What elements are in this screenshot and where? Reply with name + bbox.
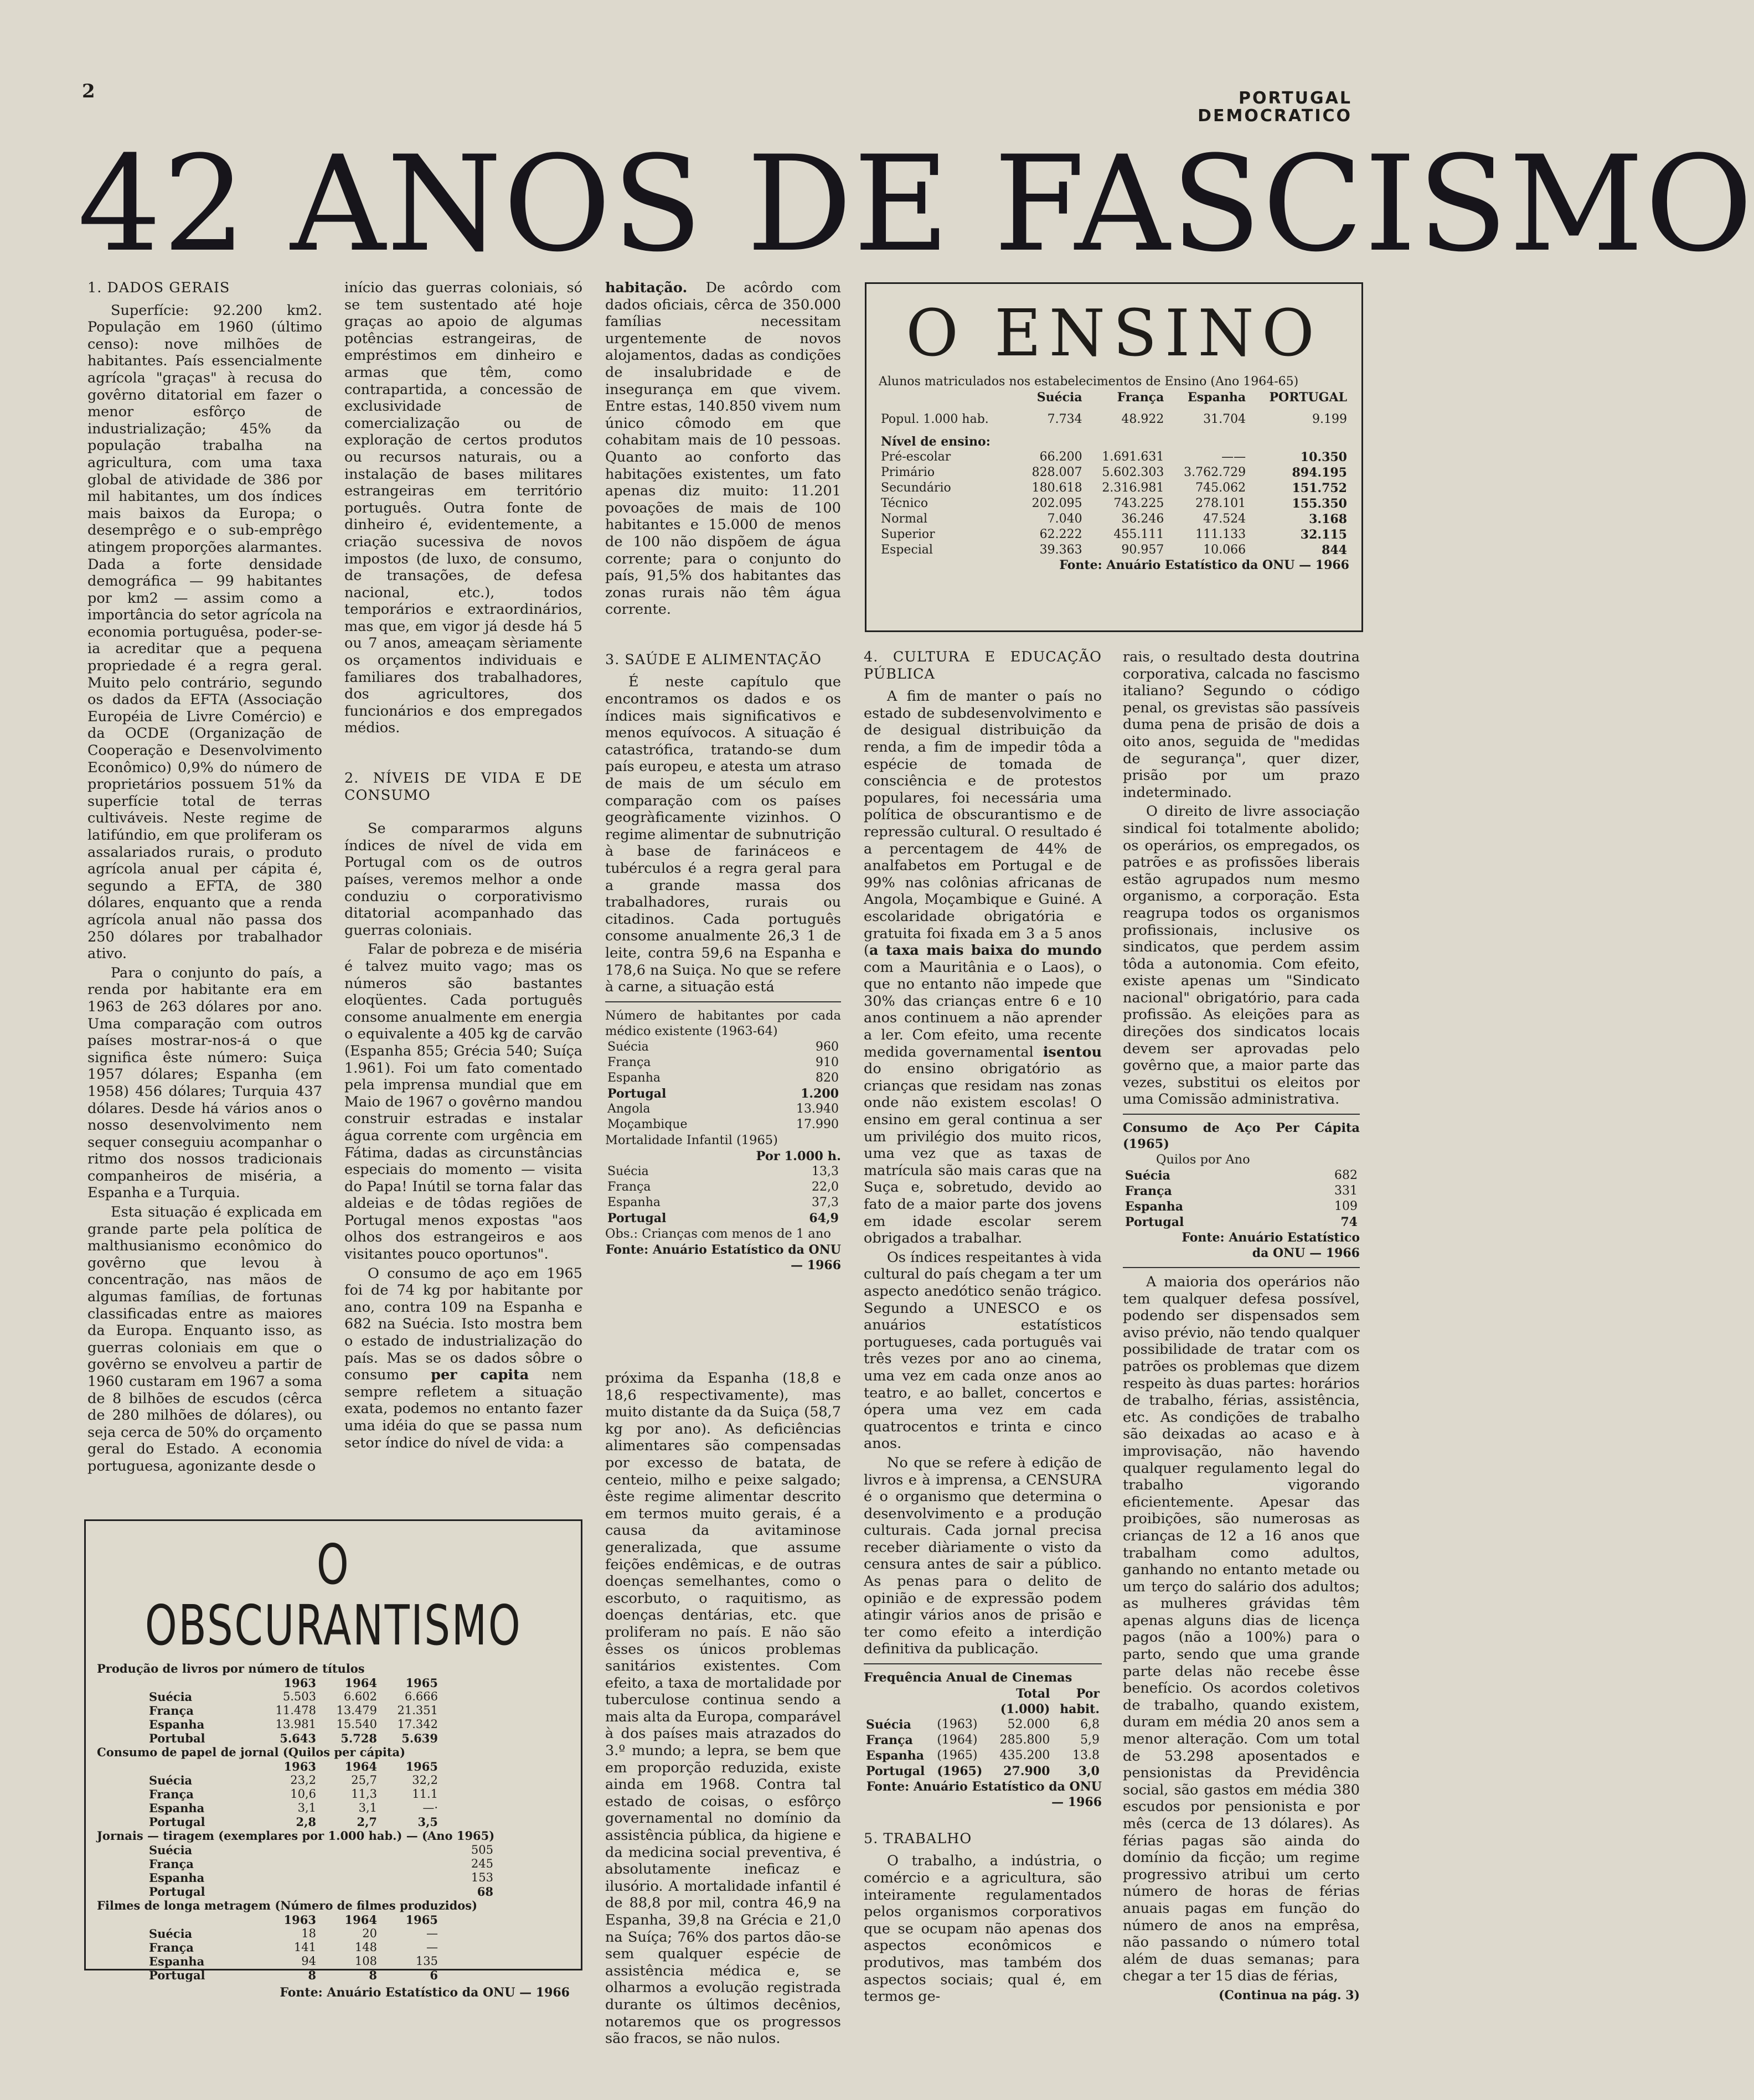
value-cell: 745.062	[1195, 481, 1246, 495]
value-cell: 17.342	[397, 1718, 438, 1731]
value-cell: 15.540	[336, 1718, 377, 1731]
ensino-title: O ENSINO	[905, 296, 1323, 371]
column-header: França	[1117, 390, 1164, 405]
papel-table	[147, 1760, 440, 1829]
table-row	[605, 1180, 841, 1195]
table-row	[147, 1968, 440, 1982]
value-cell: 10.350	[1300, 450, 1347, 464]
livros-table	[147, 1676, 440, 1745]
value-cell: 331	[1334, 1183, 1358, 1198]
country-cell: França	[149, 1704, 194, 1718]
country-cell: França	[1125, 1183, 1172, 1198]
jornais-table	[147, 1843, 496, 1899]
year-header: 1965	[405, 1760, 438, 1773]
row-label: Nível de ensino:	[881, 435, 991, 449]
country-cell: Espanha	[149, 1954, 205, 1968]
value-cell: 64,9	[809, 1211, 839, 1226]
table-header-row	[147, 1676, 440, 1690]
medicos-table	[605, 1008, 841, 1274]
paragraph: O direito de livre associação sindical foi totalmente abolido; os operários, os empregados, os patrões e as profissões liberais estão agrupados num mesmo organismo, a corporação. Esta reagrupa todos os organismos profissionais, inclusive os sindicatos, que perdem assim tôda a autonomia. Com efeito, existe apenas um "Sindicato nacional" obrigatório, para cada profissão. As eleições para as direções dos sindicatos locais devem ser aprovadas pelo govêrno que, a maior parte das vezes, substitui os eleitos por uma Comissão administrativa.	[1123, 803, 1360, 1108]
year-header: 1965	[405, 1913, 438, 1927]
text-run-bold: habitação.	[605, 280, 688, 296]
column-header: Suécia	[1036, 390, 1082, 405]
text-run: A fim de manter o país no estado de subdesenvolvimento e de desigual distribuição da renda, a fim de impedir tôda a espécie de tomada de consciência e de protestos populares, foi necessária uma política de obscurantismo e de repressão cultural. O resultado é a percentagem de 44% de analfabetos em Portugal e de 99% nas colônias africanas de Angola, Moçambique e Guiné. A escolaridade obrigatória e gratuita foi fixada em 3 a 5 anos (	[864, 688, 1102, 959]
value-cell: 8	[308, 1968, 316, 1982]
aco-fonte: Fonte: Anuário Estatístico da ONU — 1966	[1182, 1230, 1360, 1261]
country-cell: Espanha	[866, 1748, 925, 1763]
masthead-line-2: DEMOCRATICO	[1198, 106, 1352, 126]
cinemas-title: Frequência Anual de Cinemas	[864, 1670, 1072, 1685]
value-cell: 13.940	[796, 1101, 839, 1116]
value-cell: 141	[293, 1941, 316, 1954]
table-row	[147, 1815, 440, 1829]
table-row	[864, 1748, 1102, 1763]
mortalidade-table-grid	[605, 1164, 841, 1226]
paragraph	[344, 1265, 582, 1452]
papel-title: Consumo de papel de jornal (Quilos per cápita)	[97, 1745, 406, 1759]
value-cell: 6.602	[343, 1690, 377, 1703]
table-row	[879, 527, 1349, 542]
value-cell: 505	[471, 1843, 493, 1856]
value-cell: 894.195	[1292, 465, 1347, 480]
row-label: Técnico	[881, 496, 928, 510]
country-cell: Portugal	[149, 1968, 205, 1982]
country-cell: Portugal	[149, 1815, 205, 1829]
filmes-title: Filmes de longa metragem (Número de filmes produzidos)	[97, 1899, 478, 1912]
value-cell: 3.762.729	[1184, 465, 1246, 479]
value-cell: 13,3	[812, 1165, 839, 1179]
country-cell: Suécia	[149, 1927, 193, 1941]
paragraph: Se compararmos alguns índices de nível de vida em Portugal com os de outros países, veremos melhor a onde conduziu o corporativismo ditatorial acompanhado das guerras coloniais.	[344, 820, 582, 939]
value-cell: 23,2	[290, 1773, 316, 1787]
medicos-table-title: Número de habitantes por cada médico existente (1963-64)	[605, 1008, 841, 1039]
row-label: Primário	[881, 465, 935, 479]
section-heading-niveis-de-vida: 2. NÍVEIS DE VIDA E DE CONSUMO	[344, 770, 582, 804]
value-cell: 9.199	[1312, 412, 1347, 426]
paragraph: próxima da Espanha (18,8 e 18,6 respectivamente), mas muito distante da da Suiça (58,7 kg por ano). As deficiências alimentares são compensadas por excesso de batata, de centeio, milho e peixe salgado; êste regime alimentar descrito em termos muito gerais, é a causa da avitaminose generalizada, que assume feições endêmicas, e de outras doenças semelhantes, como o escorbuto, o raquitismo, as doenças dentárias, etc. que proliferam no país. E não são êsses os únicos problemas sanitários existentes. Com efeito, a taxa de mortalidade por tuberculose continua sendo a mais alta da Europa, comparável à dos países mais atrazados do 3.º mundo; a lepra, se bem que em proporção reduzida, existe ainda em 1968. Contra tal estado de coisas, o esfôrço governamental no domínio da assistência pública, da higiene e da medicina social preventiva, é absolutamente ineficaz e ilusório. A mortalidade infantil é de 88,8 por mil, contra 46,9 na Espanha, 39,8 na Grécia e 21,0 na Suíça; 76% dos partos dão-se sem qualquer espécie de assistência médica e, se olharmos a evolução registrada durante os últimos decênios, notaremos que os progressos são fracos, se não nulos.	[605, 1370, 841, 2047]
divider	[864, 1663, 1102, 1664]
row-label: Normal	[881, 512, 928, 526]
value-cell: 18	[301, 1927, 316, 1940]
table-row	[879, 434, 1349, 449]
country-cell: Portugal	[607, 1211, 667, 1226]
value-cell: 3.168	[1309, 512, 1347, 526]
table-header-row	[864, 1701, 1102, 1717]
table-row	[864, 1732, 1102, 1748]
country-cell: França	[149, 1941, 194, 1954]
table-row	[147, 1941, 440, 1954]
table-header-row	[864, 1686, 1102, 1701]
value-cell: 22,0	[812, 1180, 839, 1194]
article-column-4	[864, 649, 1102, 2005]
value-cell: 960	[816, 1039, 839, 1054]
table-row	[147, 1718, 440, 1731]
table-row	[1123, 1199, 1360, 1214]
cinemas-table-grid	[864, 1686, 1102, 1779]
country-cell: Portugal	[607, 1086, 667, 1101]
country-cell: Portugal	[149, 1885, 205, 1899]
table-row	[147, 1885, 496, 1899]
value-cell: 31.704	[1203, 412, 1246, 426]
value-cell: 32.115	[1300, 527, 1347, 542]
table-row	[879, 542, 1349, 558]
page-number: 2	[82, 80, 95, 102]
table-row	[147, 1690, 440, 1704]
value-cell: 68	[477, 1885, 493, 1899]
country-cell: França	[149, 1787, 194, 1801]
divider	[605, 1001, 841, 1002]
aco-table-grid	[1123, 1168, 1360, 1230]
table-row	[147, 1704, 440, 1718]
table-row	[605, 1086, 841, 1101]
table-row	[147, 1857, 496, 1871]
year-cell: (1963)	[937, 1717, 978, 1731]
value-cell: 13.479	[336, 1704, 377, 1717]
table-row	[147, 1801, 440, 1815]
value-cell: 27.900	[1003, 1763, 1050, 1778]
value-cell: 90.957	[1121, 543, 1164, 557]
table-row	[879, 465, 1349, 480]
value-cell: 13.981	[275, 1718, 316, 1731]
value-cell: 74	[1340, 1214, 1358, 1229]
value-cell: —	[426, 1941, 438, 1954]
value-cell: 11.478	[275, 1704, 316, 1717]
year-header: 1963	[283, 1760, 316, 1773]
column-header: habit.	[1060, 1701, 1100, 1716]
row-label: Popul. 1.000 hab.	[881, 412, 989, 426]
value-cell: 6,8	[1080, 1717, 1100, 1731]
value-cell: 2,8	[296, 1815, 316, 1829]
value-cell: 6.666	[404, 1690, 438, 1703]
column-header: Espanha	[1188, 390, 1246, 405]
text-run: do ensino obrigatório as crianças que residam nas zonas onde não existem escolas! O ensino em geral continua a ser um privilégio dos muito ricos, uma vez que as taxas de matrícula são mais caras que na Suça e, sobretudo, devido ao fato de a maior parte dos jovens em idade escolar serem obrigados a trabalhar.	[864, 1061, 1102, 1247]
value-cell: ——	[1221, 450, 1246, 464]
table-row	[147, 1787, 440, 1801]
country-cell: Suécia	[866, 1717, 911, 1732]
medicos-fonte: Fonte: Anuário Estatístico da ONU — 1966	[605, 1242, 841, 1273]
country-cell: Portugal	[1125, 1214, 1184, 1229]
ensino-box	[865, 282, 1363, 632]
section-heading-saude: 3. SAÚDE E ALIMENTAÇÃO	[605, 651, 822, 668]
divider	[1123, 1267, 1360, 1268]
paragraph: Para o conjunto do país, a renda por habitante era em 1963 de 263 dólares por ano. Uma comparação com outros países mostrar-nos-á o que significa êste número: Suiça 1957 dólares; Espanha (em 1958) 456 dólares; Turquia 437 dólares. Desde há vários anos o nosso desenvolvimento nem sequer conseguiu acompanhar o ritmo dos nossos tradicionais companheiros de miséria, a Espanha e a Turquia.	[87, 964, 322, 1202]
year-cell: (1965)	[937, 1748, 978, 1762]
article-column-1	[87, 280, 322, 1500]
masthead-line-1: PORTUGAL	[1238, 89, 1352, 108]
country-cell: Moçambique	[607, 1117, 688, 1131]
table-row	[147, 1843, 496, 1857]
value-cell: 151.752	[1292, 481, 1347, 495]
value-cell: 21.351	[397, 1704, 438, 1717]
paragraph: O trabalho, a indústria, o comércio e a agricultura, são inteiramente regulamentados pelos organismos corporativos que se ocupam não apenas dos aspectos econômicos e produtivos, mas também dos aspectos sociais; qual é, em termos ge-	[864, 1853, 1102, 2005]
country-cell: Suécia	[607, 1165, 649, 1179]
medicos-table-grid	[605, 1039, 841, 1132]
text-run: O consumo de aço em 1965 foi de 74 kg por habitante por ano, contra 109 na Espanha e 682 na Suécia. Isto mostra bem o estado de industrialização do país. Mas se os dados sôbre o consumo	[344, 1265, 582, 1384]
table-row	[879, 496, 1349, 511]
table-row	[147, 1954, 440, 1968]
text-run: De acôrdo com dados oficiais, cêrca de 350.000 famílias necessitam urgentemente de novos alojamentos, dadas as condições de insalubridade e de insegurança em que vivem. Entre estas, 140.850 vivem num único cômodo em que cohabitam mais de 10 pessoas. Quanto ao conforto das habitações existentes, um fato apenas diz muito: 11.201 povoações de mais de 100 habitantes e 15.000 de menos de 100 não dispõem de água corrente; para o conjunto do país, 91,5% dos habitantes das zonas rurais não têm água corrente.	[605, 280, 841, 618]
ensino-fonte: Fonte: Anuário Estatístico da ONU — 1966	[1059, 558, 1349, 572]
headline: 42 ANOS DE FASCISMO	[78, 128, 1754, 281]
value-cell: 10,6	[290, 1787, 316, 1801]
obscurantismo-box	[84, 1519, 582, 2000]
column-header: Total	[1016, 1686, 1050, 1701]
table-row	[864, 1763, 1102, 1779]
table-row	[605, 1164, 841, 1180]
year-cell: (1965)	[937, 1763, 983, 1778]
mortalidade-title: Mortalidade Infantil (1965)	[605, 1132, 778, 1147]
aco-table	[1123, 1120, 1360, 1261]
text-run-bold: isentou	[1043, 1043, 1102, 1061]
text-run: com a Mauritânia e o Laos), o que no entanto não impede que 30% das crianças entre 6 e 10 anos continuem a não aprender a ler. Com efeito, uma recente medida governamental	[864, 959, 1102, 1061]
country-cell: Suécia	[1125, 1168, 1170, 1183]
value-cell: 20	[362, 1927, 377, 1940]
table-header-row	[147, 1913, 440, 1927]
masthead	[1152, 90, 1352, 125]
value-cell: 5.643	[280, 1731, 316, 1745]
paragraph: Falar de pobreza e de miséria é talvez muito vago; mas os números são bastantes eloqüentes. Cada português consome anualmente em energia o equivalente a 405 kg de carvão (Espanha 855; Grécia 540; Suíça 1.961). Foi um fato comentado pela imprensa mundial que em Maio de 1967 o govêrno mandou construir estradas e instalar água corrente com urgência em Fátima, dadas as circunstâncias especiais do momento — visita do Papa! Inútil se torna falar das aldeias e de tôdas regiões de Portugal menos expostas "aos olhos dos estrangeiros e aos visitantes pouco oportunos".	[344, 941, 582, 1263]
value-cell: 1.691.631	[1102, 450, 1164, 464]
paragraph: Superfície: 92.200 km2. População em 1960 (último censo): nove milhões de habitantes. País essencialmente agrícola "graças" à recusa do govêrno ditatorial em fazer o menor esfôrço de industrialização; 45% da população trabalha na agricultura, com uma taxa global de atividade de 386 por mil habitantes, um dos índices mais baixos da Europa; o desemprêgo e o sub-emprêgo atingem proporções alarmantes. Dada a forte densidade demográfica — 99 habitantes por km2 — assim como a importância do setor agrícola na economia portuguêsa, poder-se-ia acreditar que a pequena propriedade é a regra geral. Muito pelo contrário, segundo os dados da EFTA (Associação Européia de Livre Comércio) e da OCDE (Organização de Cooperação e Desenvolvimento Econômico) 0,9% do número de proprietários possuem 51% da superfície total de terras cultiváveis. Neste regime de latifúndio, em que proliferam os assalariados rurais, o produto agrícola anual per cápita é, segundo a EFTA, de 380 dólares, enquanto que a renda agrícola anual não passa dos 250 dólares por trabalhador ativo.	[87, 302, 322, 963]
country-cell: Espanha	[607, 1196, 661, 1210]
table-row	[879, 405, 1349, 434]
paragraph	[864, 688, 1102, 1247]
year-header: 1964	[344, 1676, 377, 1690]
table-row	[879, 511, 1349, 527]
table-row	[605, 1101, 841, 1117]
table-header-row	[147, 1760, 440, 1773]
country-cell: Espanha	[1125, 1199, 1184, 1214]
livros-title: Produção de livros por número de títulos	[97, 1662, 365, 1675]
value-cell: 52.000	[1007, 1717, 1050, 1731]
table-row	[1123, 1214, 1360, 1230]
value-cell: 17.990	[796, 1117, 839, 1131]
row-label: Secundário	[881, 481, 951, 495]
value-cell: 5,9	[1080, 1732, 1100, 1747]
value-cell: 3,1	[297, 1801, 316, 1814]
value-cell: 910	[816, 1055, 839, 1069]
paragraph: Esta situação é explicada em grande parte pela política de malthusianismo econômico do govêrno que levou à concentração, nas mãos de algumas famílias, de fortunas classificadas entre as maiores da Europa. Enquanto isso, as guerras coloniais em que o govêrno se envolveu a partir de 1960 custaram em 1967 a soma de 8 bilhões de escudos (cêrca de 280 milhões de dólares), ou seja cerca de 50% do orçamento geral do Estado. A economia portuguesa, agonizante desde o	[87, 1204, 322, 1475]
obscurantismo-title: O OBSCURANTISMO	[145, 1532, 522, 1658]
value-cell: 1.200	[801, 1086, 839, 1101]
country-cell: França	[149, 1857, 194, 1871]
ensino-subtitle: Alunos matriculados nos estabelecimentos de Ensino (Ano 1964-65)	[879, 375, 1299, 389]
obscurantismo-fonte: Fonte: Anuário Estatístico da ONU — 1966	[280, 1985, 570, 2000]
year-header: 1963	[283, 1676, 316, 1690]
value-cell: 36.246	[1121, 512, 1164, 526]
table-row	[605, 1211, 841, 1226]
table-row	[147, 1871, 496, 1885]
value-cell: 844	[1322, 543, 1347, 557]
value-cell: 148	[354, 1941, 377, 1954]
value-cell: 5.503	[282, 1690, 316, 1703]
table-header-row	[879, 390, 1349, 405]
value-cell: 13.8	[1072, 1748, 1100, 1762]
row-label: Pré-escolar	[881, 450, 951, 464]
article-column-2	[344, 280, 582, 1500]
country-cell: Espanha	[607, 1070, 661, 1085]
value-cell: 285.800	[999, 1732, 1050, 1747]
mortalidade-unit: Por 1.000 h.	[756, 1149, 841, 1163]
country-cell: França	[607, 1055, 651, 1069]
value-cell: 180.618	[1031, 481, 1082, 495]
value-cell: —·	[422, 1801, 438, 1814]
value-cell: 435.200	[999, 1748, 1050, 1762]
cinemas-table	[864, 1670, 1102, 1811]
row-label: Superior	[881, 527, 935, 541]
aco-subtitle: Quilos por Ano	[1156, 1152, 1250, 1167]
value-cell: 5.602.303	[1102, 465, 1164, 479]
value-cell: 828.007	[1031, 465, 1082, 479]
text-run: nem sempre refletem a situação exata, podemos no entanto fazer uma idéia do que se passa num setor índice do nível de vida: a	[344, 1367, 582, 1451]
text-run-bold: per capita	[431, 1367, 529, 1384]
value-cell: 8	[369, 1968, 377, 1982]
value-cell: 32,2	[412, 1773, 438, 1787]
year-cell: (1964)	[937, 1732, 978, 1747]
country-cell: Suécia	[149, 1773, 193, 1787]
value-cell: 2,7	[357, 1815, 377, 1829]
jornais-title: Jornais — tiragem (exemplares por 1.000 hab.) — (Ano 1965)	[97, 1829, 495, 1843]
value-cell: 108	[354, 1954, 377, 1968]
table-row	[1123, 1168, 1360, 1183]
value-cell: 7.040	[1047, 512, 1082, 526]
value-cell: 278.101	[1195, 496, 1246, 510]
section-heading-trabalho: 5. TRABALHO	[864, 1830, 972, 1847]
value-cell: 153	[471, 1871, 493, 1884]
paragraph: No que se refere à edição de livros e à imprensa, a CENSURA é o organismo que determina o desenvolvimento e a produção culturais. Cada jornal precisa receber diàriamente o visto da censura antes de sair a público. As penas para o delito de opinião e de expressão podem atingir vários anos de prisão e ter como efeito a interdição definitiva da publicação.	[864, 1454, 1102, 1658]
text-run-bold: a taxa mais baixa do mundo	[869, 942, 1102, 959]
value-cell: 94	[301, 1954, 316, 1968]
value-cell: 743.225	[1113, 496, 1164, 510]
country-cell: Espanha	[149, 1718, 205, 1731]
value-cell: 109	[1334, 1199, 1358, 1213]
country-cell: Suécia	[607, 1039, 649, 1054]
table-row	[605, 1070, 841, 1086]
column-header: (1.000)	[1000, 1701, 1050, 1716]
paragraph: Os índices respeitantes à vida cultural do país chegam a ter um aspecto anedótico senão trágico. Segundo a UNESCO e os anuários estatísticos portugueses, cada português vai três vezes por ano ao cinema, uma vez em cada onze anos ao teatro, e ao ballet, concertos e ópera uma vez em cada quatrocentos e trinta e cinco anos.	[864, 1249, 1102, 1452]
value-cell: 11.1	[412, 1787, 438, 1801]
section-heading-dados-gerais: 1. DADOS GERAIS	[87, 280, 230, 296]
value-cell: 5.728	[341, 1731, 377, 1745]
table-row	[147, 1731, 440, 1745]
article-column-3-bottom	[605, 1370, 841, 2047]
value-cell: 455.111	[1113, 527, 1164, 541]
value-cell: 47.524	[1203, 512, 1246, 526]
value-cell: 7.734	[1047, 412, 1082, 426]
year-header: 1963	[283, 1913, 316, 1927]
year-header: 1964	[344, 1913, 377, 1927]
value-cell: 2.316.981	[1102, 481, 1164, 495]
value-cell: 682	[1334, 1168, 1358, 1182]
section-heading-cultura: 4. CULTURA E EDUCAÇÃO PÚBLICA	[864, 649, 1102, 682]
value-cell: —	[426, 1927, 438, 1940]
country-cell: Espanha	[149, 1871, 205, 1885]
country-cell: Suécia	[149, 1843, 193, 1857]
value-cell: 3,0	[1078, 1763, 1100, 1778]
country-cell: Portugal	[866, 1763, 925, 1778]
paragraph: início das guerras coloniais, só se tem sustentado até hoje graças ao apoio de algumas potências estrangeiras, de empréstimos em dinheiro e armas que têm, como contrapartida, a concessão de exclusividade de comercialização ou de exploração de certos produtos ou recursos naturais, ou a instalação de bases militares estrangeiras em território português. Outra fonte de dinheiro é, evidentemente, a criação sucessiva de novos impostos (de luxo, de consumo, de transações, de defesa nacional, etc.), todos temporários e extraordinários, mas que, em vigor já desde há 5 ou 7 anos, ameaçam sèriamente os orçamentos individuais e familiares dos trabalhadores, dos agricultores, dos funcionários e dos empregados médios.	[344, 280, 582, 737]
filmes-table	[147, 1913, 440, 1982]
country-cell: França	[607, 1180, 651, 1194]
value-cell: 62.222	[1039, 527, 1082, 541]
divider	[1123, 1114, 1360, 1115]
country-cell: Espanha	[149, 1801, 205, 1815]
year-header: 1964	[344, 1760, 377, 1773]
value-cell: 202.095	[1031, 496, 1082, 510]
row-label: Especial	[881, 543, 933, 557]
ensino-table	[879, 390, 1349, 558]
value-cell: 39.363	[1039, 543, 1082, 557]
country-cell: Suécia	[149, 1690, 193, 1704]
value-cell: 3,5	[417, 1815, 438, 1829]
article-column-3-top	[605, 280, 841, 1273]
value-cell: 245	[471, 1857, 493, 1870]
paragraph: É neste capítulo que encontramos os dados e os índices mais significativos e menos equívocos. A situação é catastrófica, tratando-se dum país europeu, e atesta um atraso de mais de um século em comparação com os países geogràficamente vizinhos. O regime alimentar de subnutrição à base de farináceos e tubérculos é a regra geral para a grande massa dos trabalhadores, rurais ou citadinos. Cada português consome anualmente 26,3 1 de leite, contra 59,6 na Espanha e 178,6 na Suiça. No que se refere à carne, a situação está	[605, 674, 841, 996]
value-cell: 3,1	[358, 1801, 377, 1814]
article-column-5	[1123, 649, 1360, 2003]
column-header: PORTUGAL	[1269, 390, 1347, 405]
country-cell: Portubal	[149, 1731, 205, 1745]
table-row	[147, 1927, 440, 1941]
continua-note: (Continua na pág. 3)	[1219, 1988, 1360, 2003]
country-cell: Angola	[607, 1101, 651, 1116]
value-cell: 10.066	[1203, 543, 1246, 557]
country-cell: França	[866, 1732, 913, 1747]
table-row	[864, 1717, 1102, 1732]
column-header: Por	[1076, 1686, 1100, 1701]
aco-title: Consumo de Aço Per Cápita (1965)	[1123, 1121, 1360, 1151]
table-row	[1123, 1183, 1360, 1199]
year-header: 1965	[405, 1676, 438, 1690]
value-cell: 135	[415, 1954, 438, 1968]
value-cell: 48.922	[1121, 412, 1164, 426]
table-row	[879, 480, 1349, 496]
value-cell: 5.639	[401, 1731, 438, 1745]
value-cell: 820	[816, 1070, 839, 1085]
paragraph: rais, o resultado desta doutrina corporativa, calcada no fascismo italiano? Segundo o código penal, os grevistas são passíveis duma pena de prisão de dois a oito anos, seguida de "medidas de segurança", quer dizer, prisão por um prazo indeterminado.	[1123, 649, 1360, 801]
value-cell: 25,7	[351, 1773, 377, 1787]
table-row	[879, 449, 1349, 465]
table-row	[605, 1195, 841, 1211]
table-row	[605, 1055, 841, 1070]
value-cell: 155.350	[1292, 496, 1347, 511]
table-row	[605, 1039, 841, 1055]
table-row	[605, 1117, 841, 1132]
value-cell: 66.200	[1039, 450, 1082, 464]
medicos-obs: Obs.: Crianças com menos de 1 ano	[605, 1227, 831, 1242]
paragraph: A maioria dos operários não tem qualquer defesa possível, podendo ser dispensados sem aviso prévio, não tendo qualquer possibilidade de tratar com os patrões os problemas que dizem respeito às duas partes: horários de trabalho, férias, assistência, etc. As condições de trabalho são deixadas ao acaso e à improvisação, não havendo qualquer regulamento legal do trabalho vigorando eficientemente. Apesar das proibições, são numerosas as crianças de 12 a 16 anos que trabalham como adultos, ganhando no entanto metade ou um terço do salário dos adultos; as mulheres grávidas têm apenas alguns dias de licença pagos (não a 100%) para o parto, sendo que uma grande parte delas não recebe êsse benefício. Os acordos coletivos de trabalho, quando existem, duram em média 20 anos sem a menor alteração. Com um total de 53.298 aposentados e pensionistas da Previdência social, são gastos em média 380 escudos por pensionista e por mês (cerca de 13 dólares). As férias pagas são ainda do domínio da ficção; um regime progressivo atribui um certo número de horas de férias anuais pagas em função do número de anos na emprêsa, não passando o número total além de duas semanas; para chegar a ter 15 dias de férias,	[1123, 1274, 1360, 1985]
value-cell: 111.133	[1195, 527, 1246, 541]
table-row	[147, 1773, 440, 1787]
cinemas-fonte: Fonte: Anuário Estatístico da ONU — 1966	[866, 1779, 1102, 1810]
paragraph	[605, 280, 841, 618]
value-cell: 6	[430, 1968, 438, 1982]
value-cell: 11,3	[351, 1787, 377, 1801]
value-cell: 37,3	[812, 1196, 839, 1210]
